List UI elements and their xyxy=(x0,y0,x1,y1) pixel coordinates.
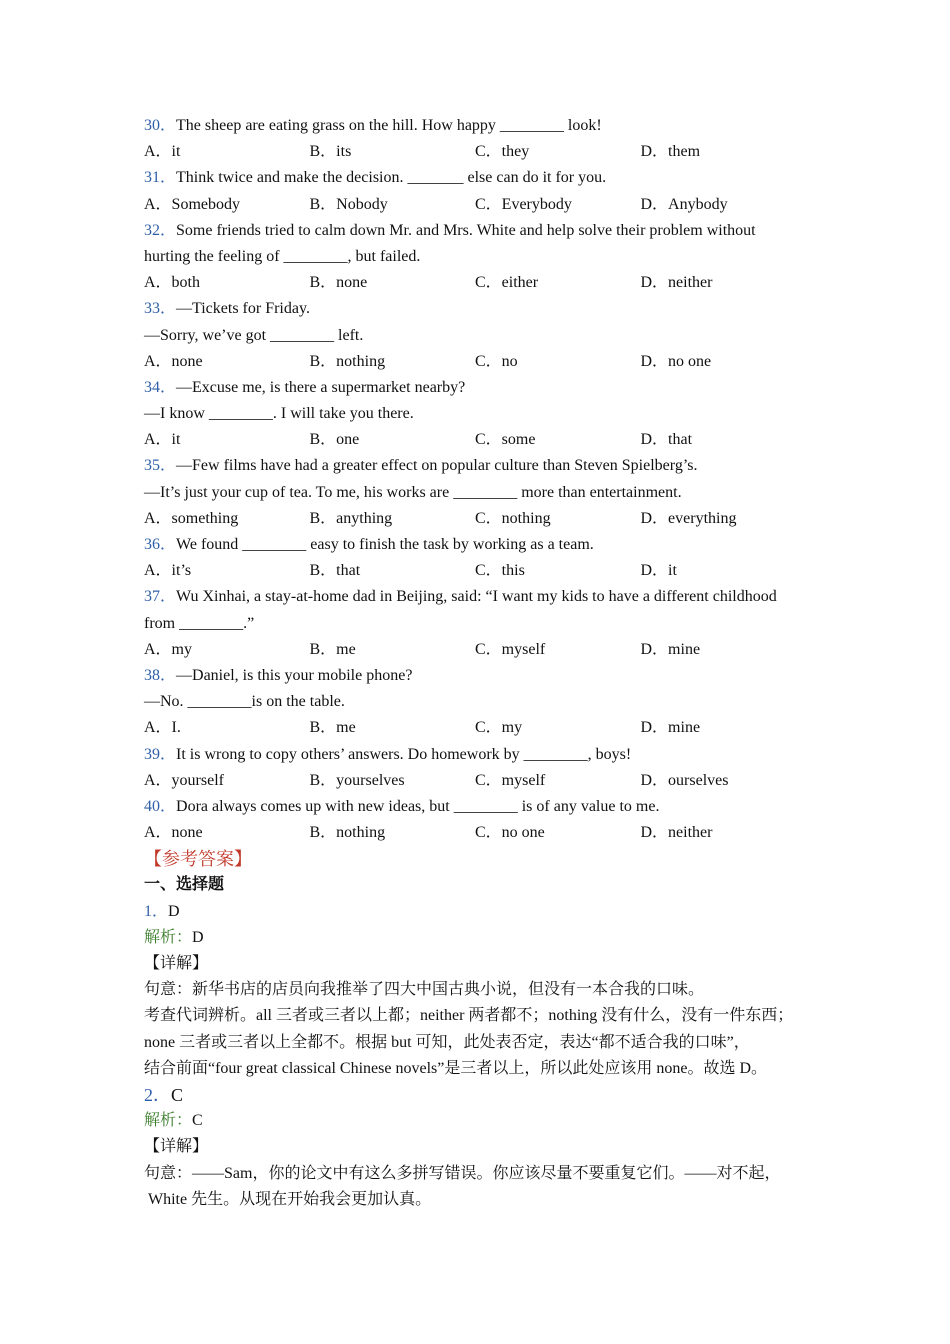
option-b: B．me xyxy=(309,640,356,658)
question-text: —Few films have had a greater effect on popular culture than Steven Spielberg’s. xyxy=(176,457,698,475)
question-text: Think twice and make the decision. _______ else can do it for you. xyxy=(176,169,607,187)
question-number: 40． xyxy=(144,797,177,815)
question-number: 34． xyxy=(144,378,177,396)
answer-number: 2． xyxy=(144,1084,171,1105)
question-number: 37． xyxy=(144,588,177,606)
question-text: Wu Xinhai, a stay-at-home dad in Beijing, said: “I want my kids to have a different childhood xyxy=(176,588,777,606)
analysis-line xyxy=(144,925,814,951)
answer-item-2 xyxy=(144,1082,814,1213)
question-text-continued: —I know ________. I will take you there. xyxy=(144,405,414,423)
detail-label: 【详解】 xyxy=(144,1138,209,1156)
option-b: B．yourselves xyxy=(309,771,405,789)
analysis-value: D xyxy=(192,928,204,946)
question-text: Dora always comes up with new ideas, but ________ is of any value to me. xyxy=(176,797,660,815)
explanation-line: 考查代词辨析。all 三者或三者以上都；neither 两者都不；nothing 没有什么，没有一件东西； xyxy=(144,1007,794,1025)
option-d: D．no one xyxy=(640,352,712,370)
option-d: D．mine xyxy=(640,719,701,737)
question-text: We found ________ easy to finish the task by working as a team. xyxy=(176,536,594,553)
option-b: B．nothing xyxy=(309,824,386,842)
option-c: C．myself xyxy=(475,640,546,658)
question-30 xyxy=(144,113,814,165)
option-c: C．this xyxy=(475,562,525,580)
question-stem xyxy=(144,584,814,610)
question-text-continued: —No. ________is on the table. xyxy=(144,693,345,711)
option-b: B．nothing xyxy=(309,352,386,370)
question-39 xyxy=(144,742,814,794)
page-content xyxy=(144,113,814,1213)
option-b: B．Nobody xyxy=(309,195,388,213)
question-text: —Tickets for Friday. xyxy=(176,300,310,318)
question-40 xyxy=(144,794,814,846)
option-a: A．something xyxy=(144,509,239,527)
options-row xyxy=(144,270,814,296)
option-b: B．its xyxy=(309,143,352,161)
question-stem xyxy=(144,113,814,139)
question-text: It is wrong to copy others’ answers. Do homework by ________, boys! xyxy=(176,745,632,763)
question-stem xyxy=(144,453,814,479)
question-stem xyxy=(144,794,814,820)
options-row xyxy=(144,139,814,165)
question-stem xyxy=(144,742,814,768)
question-number: 33． xyxy=(144,300,177,318)
question-number: 30． xyxy=(144,117,177,134)
option-d: D．mine xyxy=(640,640,701,658)
question-stem xyxy=(144,165,814,191)
analysis-value: C xyxy=(192,1112,203,1130)
question-number: 39． xyxy=(144,745,177,763)
question-text-continued: hurting the feeling of ________, but failed. xyxy=(144,247,421,265)
analysis-line xyxy=(144,1108,814,1134)
explanation-line: 句意：——Sam，你的论文中有这么多拼写错误。你应该尽量不要重复它们。——对不起， xyxy=(144,1164,781,1182)
question-stem xyxy=(144,375,814,401)
answer-line xyxy=(144,1082,814,1108)
options-row xyxy=(144,558,814,584)
option-d: D．neither xyxy=(640,824,713,842)
question-32 xyxy=(144,218,814,297)
question-text-continued: from ________.” xyxy=(144,614,255,632)
option-a: A．I. xyxy=(144,719,181,737)
detail-label: 【详解】 xyxy=(144,955,209,972)
option-a: A．none xyxy=(144,824,203,842)
options-row xyxy=(144,506,814,532)
option-a: A．none xyxy=(144,352,203,370)
question-stem xyxy=(144,532,814,558)
option-b: B．anything xyxy=(309,509,393,527)
answer-value: C xyxy=(171,1084,184,1105)
question-number: 32． xyxy=(144,221,177,239)
question-31 xyxy=(144,165,814,217)
option-c: C．my xyxy=(475,719,523,737)
options-row xyxy=(144,192,814,218)
explanation-line: none 三者或三者以上全都不。根据 but 可知，此处表否定，表达“都不适合我的口味”， xyxy=(144,1033,750,1051)
option-c: C．either xyxy=(475,274,539,292)
option-b: B．none xyxy=(309,274,368,292)
analysis-label: 解析： xyxy=(144,1112,193,1130)
analysis-label: 解析： xyxy=(144,928,193,946)
section-title: 一、选择题 xyxy=(144,876,225,894)
answer-item-1 xyxy=(144,899,814,1082)
options-row xyxy=(144,349,814,375)
question-number: 31． xyxy=(144,169,177,187)
question-text-continued: —Sorry, we’ve got ________ left. xyxy=(144,326,364,344)
question-34 xyxy=(144,375,814,454)
option-d: D．that xyxy=(640,431,693,449)
question-text: —Daniel, is this your mobile phone? xyxy=(176,666,413,684)
option-a: A．yourself xyxy=(144,771,224,789)
question-stem xyxy=(144,218,814,244)
options-row xyxy=(144,768,814,794)
question-38 xyxy=(144,663,814,742)
answer-line xyxy=(144,899,814,925)
option-a: A．it xyxy=(144,431,181,449)
option-c: C．they xyxy=(475,143,530,161)
option-c: C．no xyxy=(475,352,518,370)
options-row xyxy=(144,820,814,846)
explanation-line: 结合前面“four great classical Chinese novels”是三者以上，所以此处应该用 none。故选 D。 xyxy=(144,1059,768,1077)
question-35 xyxy=(144,453,814,532)
question-text: The sheep are eating grass on the hill. How happy ________ look! xyxy=(176,117,602,134)
option-b: B．one xyxy=(309,431,360,449)
option-d: D．them xyxy=(640,143,701,161)
option-c: C．some xyxy=(475,431,536,449)
option-d: D．Anybody xyxy=(640,195,728,213)
answers-heading: 【参考答案】 xyxy=(144,849,252,870)
option-d: D．ourselves xyxy=(640,771,729,789)
option-a: A．it xyxy=(144,143,181,161)
option-d: D．it xyxy=(640,562,677,580)
question-number: 38． xyxy=(144,666,177,684)
option-a: A．my xyxy=(144,640,193,658)
option-c: C．no one xyxy=(475,824,545,842)
option-c: C．Everybody xyxy=(475,195,572,213)
option-a: A．it’s xyxy=(144,562,192,580)
option-a: A．Somebody xyxy=(144,195,241,213)
option-a: A．both xyxy=(144,274,201,292)
answer-value: D xyxy=(168,902,180,920)
question-number: 36． xyxy=(144,536,177,553)
question-stem xyxy=(144,296,814,322)
options-row xyxy=(144,715,814,741)
question-stem xyxy=(144,663,814,689)
option-b: B．that xyxy=(309,562,361,580)
explanation-line: 句意：新华书店的店员向我推举了四大中国古典小说，但没有一本合我的口味。 xyxy=(144,981,705,999)
question-text-continued: —It’s just your cup of tea. To me, his works are ________ more than entertainment. xyxy=(144,483,682,501)
question-text: —Excuse me, is there a supermarket nearby? xyxy=(176,378,466,396)
option-b: B．me xyxy=(309,719,356,737)
answer-number: 1． xyxy=(144,902,169,920)
question-37 xyxy=(144,584,814,663)
option-d: D．neither xyxy=(640,274,713,292)
option-c: C．nothing xyxy=(475,509,551,527)
options-row xyxy=(144,637,814,663)
question-33 xyxy=(144,296,814,375)
option-d: D．everything xyxy=(640,509,737,527)
question-36 xyxy=(144,532,814,584)
question-text: Some friends tried to calm down Mr. and Mrs. White and help solve their problem without xyxy=(176,221,756,239)
option-c: C．myself xyxy=(475,771,546,789)
explanation-line: White 先生。从现在开始我会更加认真。 xyxy=(148,1190,432,1208)
question-number: 35． xyxy=(144,457,177,475)
options-row xyxy=(144,427,814,453)
